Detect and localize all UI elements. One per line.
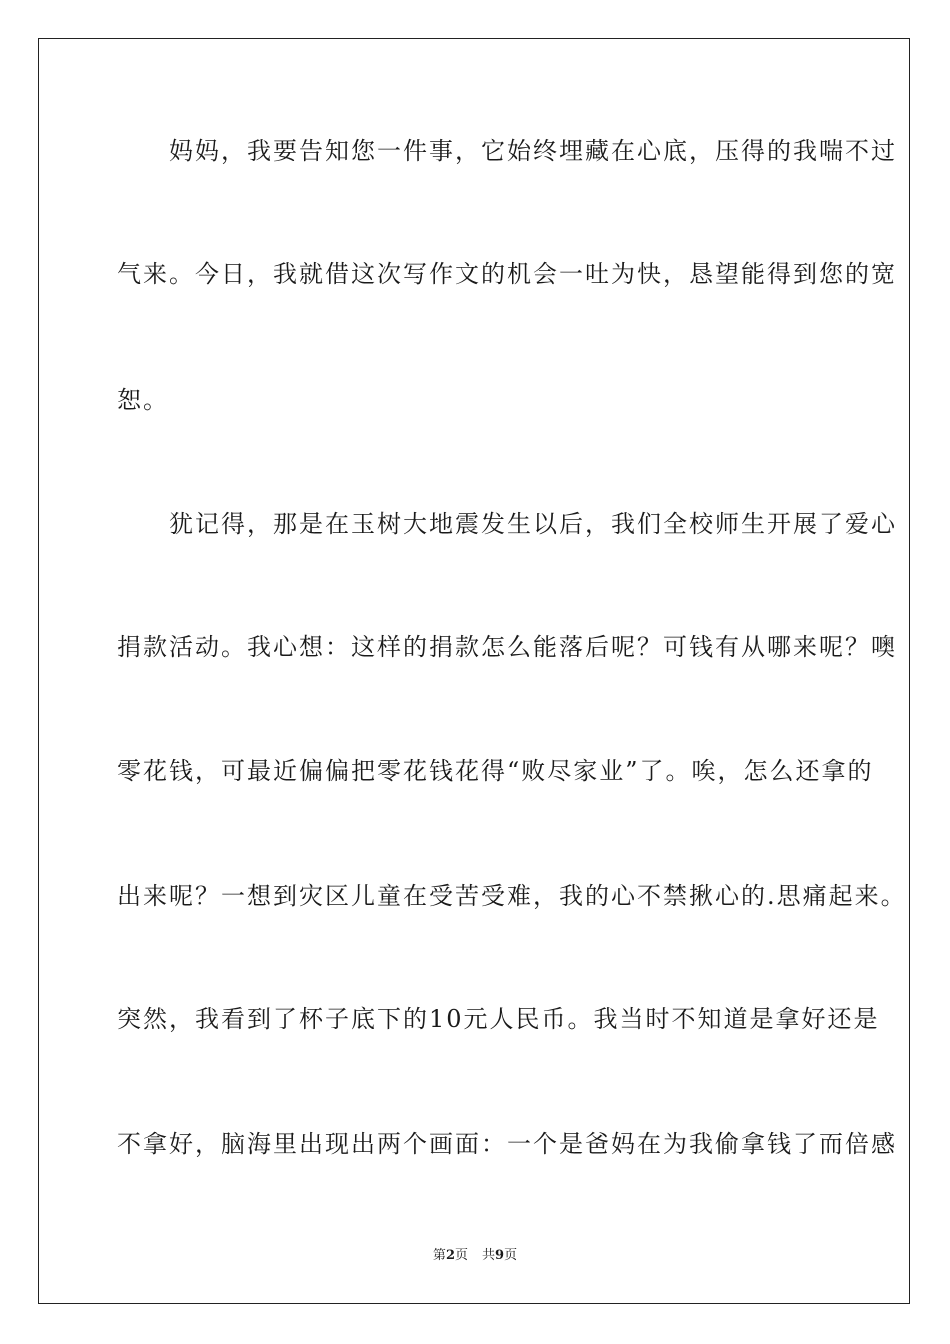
text-line-6: 零花钱，可最近偏偏把零花钱花得“败尽家业”了。唉，怎么还拿的 [117, 757, 874, 785]
footer-total-suffix: 页 [504, 1248, 518, 1263]
text-line-7: 出来呢？一想到灾区儿童在受苦受难，我的心不禁揪心的.思痛起来。 [117, 882, 907, 910]
text-line-1: 妈妈，我要告知您一件事，它始终埋藏在心底，压得的我喘不过 [117, 137, 897, 165]
text-line-2: 气来。今日，我就借这次写作文的机会一吐为快，恳望能得到您的宽 [117, 260, 897, 288]
text-line-4: 犹记得，那是在玉树大地震发生以后，我们全校师生开展了爱心 [117, 510, 897, 538]
text-line-5: 捐款活动。我心想：这样的捐款怎么能落后呢？可钱有从哪来呢？噢 [117, 633, 897, 661]
text-line-3: 恕。 [117, 386, 169, 414]
text-line-9: 不拿好，脑海里出现出两个画面：一个是爸妈在为我偷拿钱了而倍感 [117, 1130, 897, 1158]
page-footer [0, 1248, 950, 1264]
text-line-8: 突然，我看到了杯子底下的10元人民币。我当时不知道是拿好还是 [117, 1005, 880, 1033]
footer-page-total: 9 [495, 1248, 505, 1263]
page-frame [38, 38, 910, 1304]
footer-page-current: 2 [445, 1248, 455, 1263]
footer-page-prefix: 第 [432, 1248, 446, 1263]
footer-page-suffix: 页 [454, 1248, 468, 1263]
footer-total-prefix: 共 [482, 1248, 496, 1263]
